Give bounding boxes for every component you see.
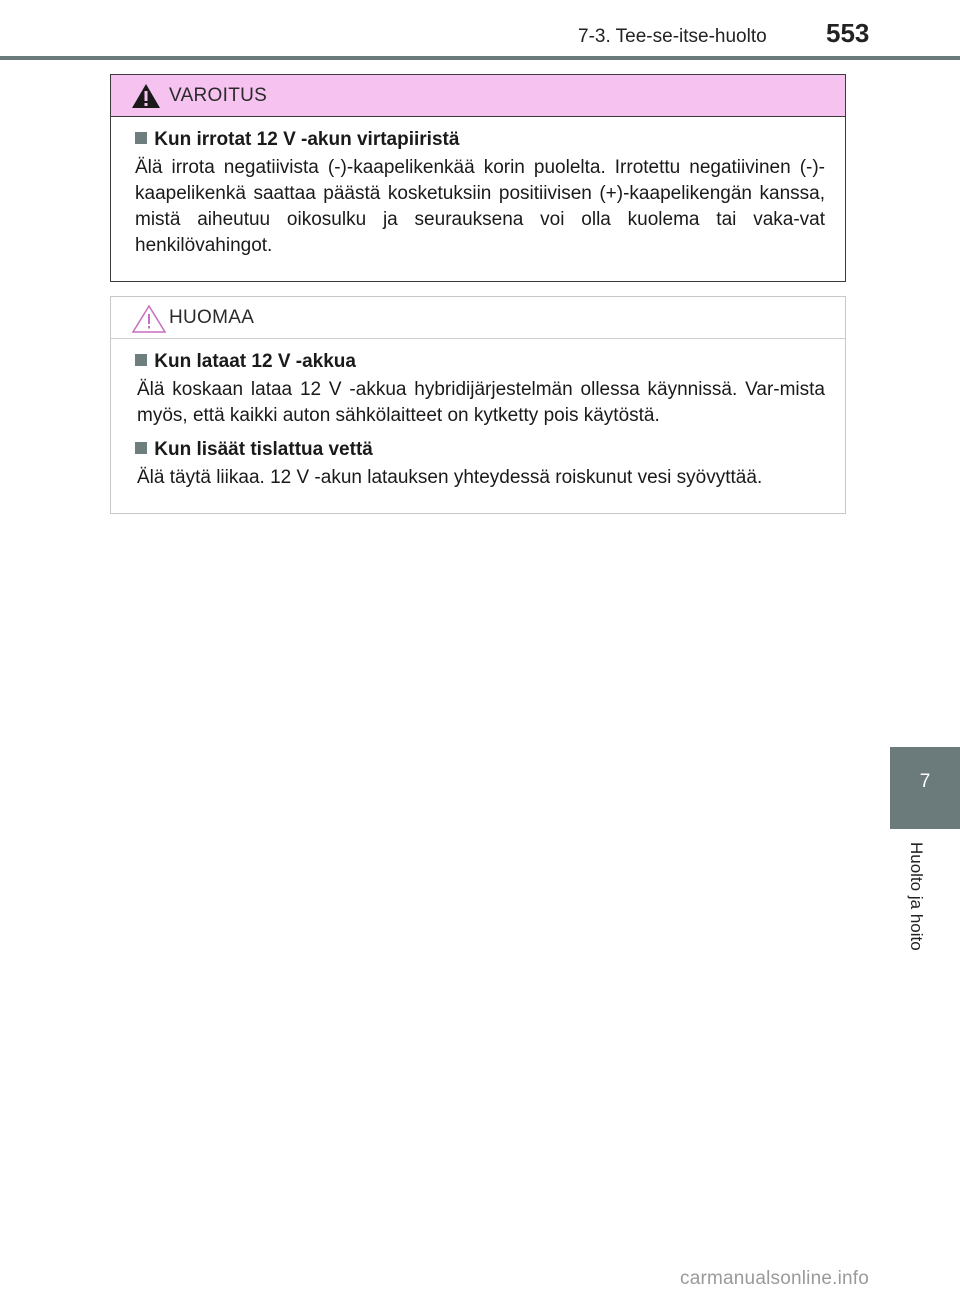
notice-item-text: Älä täytä liikaa. 12 V -akun latauksen yhteydessä roiskunut vesi syövyttää. bbox=[137, 467, 763, 488]
notice-item-text: Älä koskaan lataa 12 V -akkua hybridijärjestelmän ollessa käynnissä. Var-mista myös, että kaikki auton sähkölaitteet on kytketty pois käytöstä. bbox=[137, 379, 825, 426]
warning-box-header bbox=[111, 75, 845, 117]
caution-triangle-icon bbox=[131, 304, 167, 334]
notice-item-title: Kun lataat 12 V -akkua bbox=[154, 351, 356, 372]
warning-box-label: VAROITUS bbox=[169, 85, 268, 106]
chapter-tab bbox=[890, 747, 960, 829]
warning-item-text: Älä irrota negatiivista (-)-kaapelikenkää korin puolelta. Irrotettu negatiivinen (-)-kaapelikenkä saattaa päästä kosketuksiin positiivisen (+)-kaapelikengän kanssa, mistä aiheutuu oikosulku ja seurauksena voi olla kuolema tai vaka-vat henkilövahingot. bbox=[135, 157, 825, 256]
page-number: 553 bbox=[826, 18, 870, 48]
watermark: carmanualsonline.info bbox=[680, 1268, 870, 1289]
warning-box bbox=[110, 74, 846, 282]
warning-triangle-icon bbox=[131, 82, 161, 110]
notice-item bbox=[135, 437, 829, 491]
notice-box bbox=[110, 296, 846, 514]
chapter-number: 7 bbox=[919, 771, 931, 792]
square-bullet-icon bbox=[135, 354, 147, 366]
header-rule bbox=[0, 56, 960, 60]
notice-box-label: HUOMAA bbox=[169, 307, 255, 328]
chapter-label: Huolto ja hoito bbox=[907, 842, 926, 951]
notice-item bbox=[135, 349, 829, 429]
warning-item bbox=[135, 127, 829, 259]
notice-item-title: Kun lisäät tislattua vettä bbox=[154, 439, 373, 460]
warning-item-title: Kun irrotat 12 V -akun virtapiiristä bbox=[154, 129, 460, 150]
warning-item-title-row bbox=[135, 127, 829, 153]
header-section-title: 7-3. Tee-se-itse-huolto bbox=[578, 26, 767, 47]
square-bullet-icon bbox=[135, 442, 147, 454]
notice-box-header bbox=[111, 297, 845, 339]
notice-item-title-row bbox=[135, 349, 829, 375]
notice-item-title-row bbox=[135, 437, 829, 463]
square-bullet-icon bbox=[135, 132, 147, 144]
